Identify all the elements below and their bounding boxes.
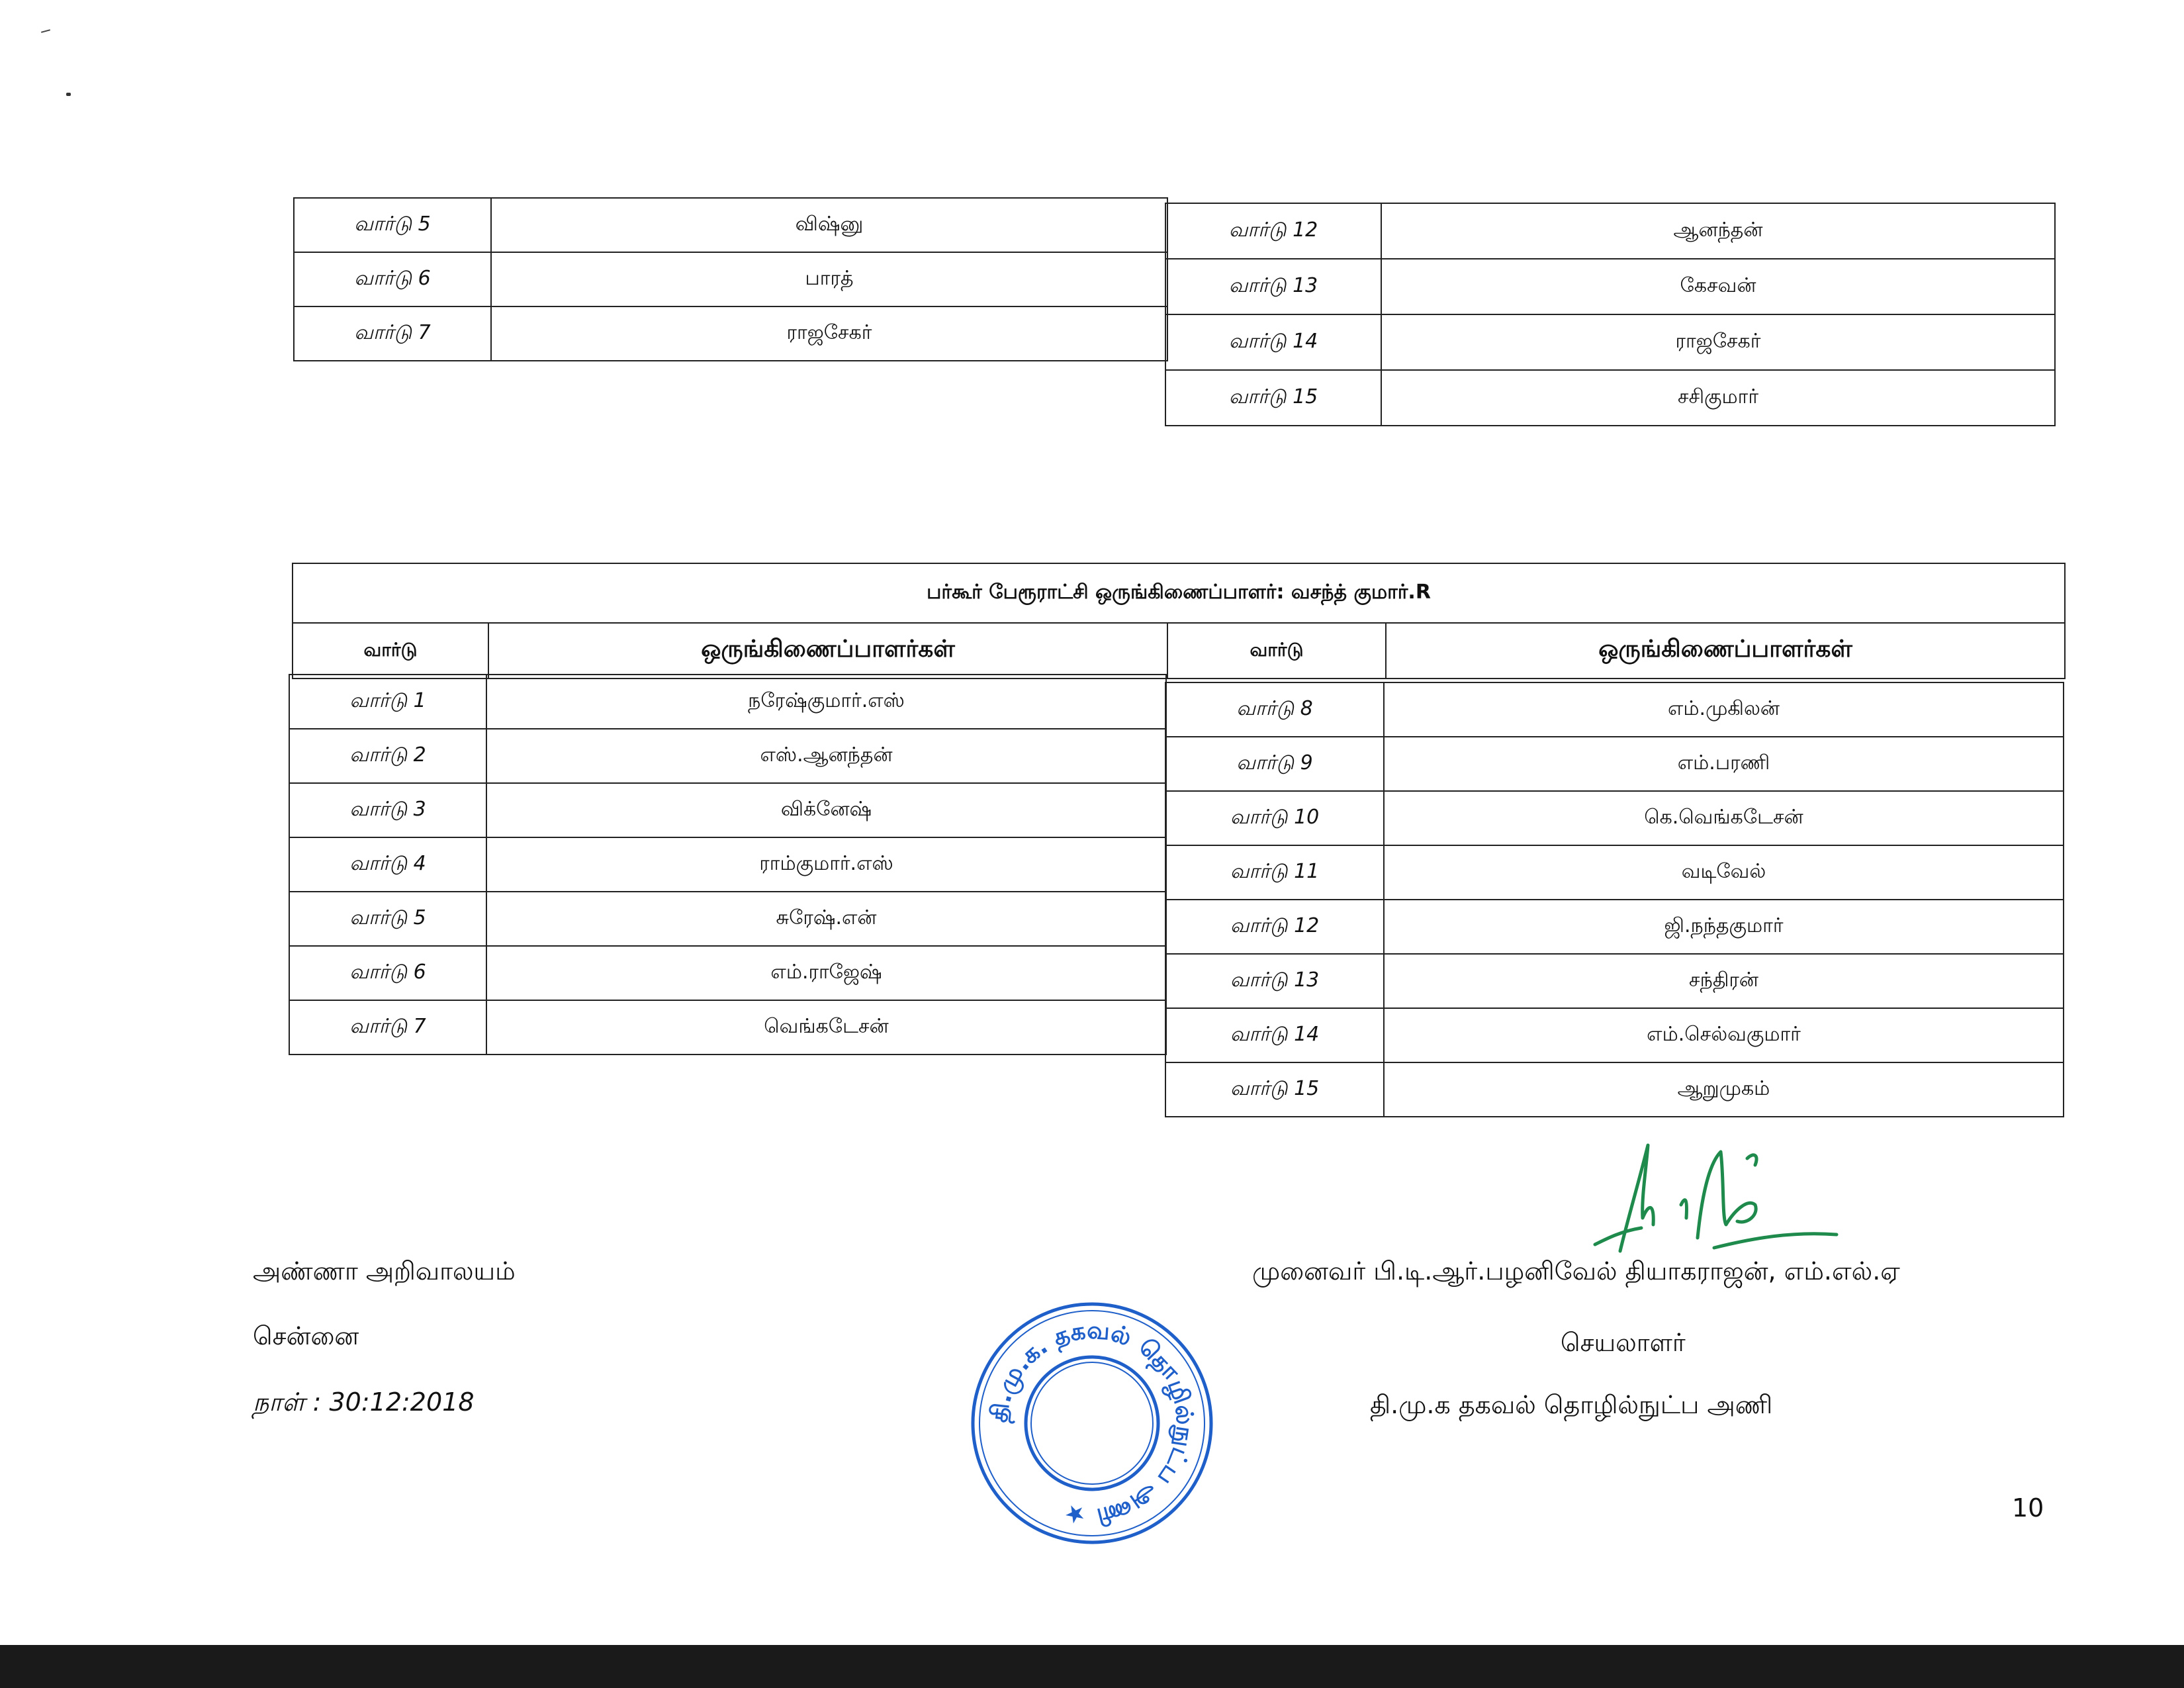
table-row [1165, 737, 2064, 791]
coordinator-cell: நரேஷ்குமார்.எஸ் [486, 675, 1166, 729]
table-row [1165, 259, 2055, 314]
coordinator-cell: எம்.பரணி [1384, 737, 2064, 791]
table-row [289, 946, 1166, 1000]
signatory-name: முனைவர் பி.டி.ஆர்.பழனிவேல் தியாகராஜன், எம்.எல்.ஏ [1252, 1256, 1900, 1286]
main-table-left [289, 674, 1167, 1055]
page-number: 10 [2012, 1493, 2044, 1523]
ward-cell: வார்டு 5 [294, 198, 491, 252]
header-ward: வார்டு [1167, 623, 1386, 679]
ward-cell: வார்டு 13 [1165, 259, 1381, 314]
ward-cell: வார்டு 3 [289, 783, 486, 837]
header-row [293, 623, 2065, 679]
ward-cell: வார்டு 5 [289, 892, 486, 946]
ward-cell: வார்டு 1 [289, 675, 486, 729]
ward-cell: வார்டு 14 [1165, 314, 1381, 370]
table-row [289, 783, 1166, 837]
city-label: சென்னை [253, 1321, 359, 1350]
table-row [289, 892, 1166, 946]
date-label: நாள் : 30:12:2018 [253, 1387, 475, 1417]
top-table-left [293, 197, 1168, 361]
signature-icon [1582, 1139, 1846, 1258]
main-table-header [292, 563, 2066, 679]
coordinator-cell: வெங்கடேசன் [486, 1000, 1166, 1055]
table-row [294, 252, 1167, 306]
ward-cell: வார்டு 7 [294, 306, 491, 361]
ward-cell: வார்டு 8 [1165, 682, 1384, 737]
ward-cell: வார்டு 12 [1165, 203, 1381, 259]
seal-text: தி.மு.க. தகவல் தொழில்நுட்ப அணி ★ [985, 1317, 1199, 1530]
ward-cell: வார்டு 10 [1165, 791, 1384, 845]
coordinator-cell: விக்னேஷ் [486, 783, 1166, 837]
table-title: பர்கூர் பேரூராட்சி ஒருங்கிணைப்பாளர்: வசந்த் குமார்.R [293, 563, 2065, 623]
coordinator-cell: சசிகுமார் [1381, 370, 2055, 426]
ward-cell: வார்டு 15 [1165, 370, 1381, 426]
coordinator-cell: ராம்குமார்.எஸ் [486, 837, 1166, 892]
coordinator-cell: எம்.செல்வகுமார் [1384, 1008, 2064, 1062]
ward-cell: வார்டு 13 [1165, 954, 1384, 1008]
table-row [294, 198, 1167, 252]
table-title-row [293, 563, 2065, 623]
coordinator-cell: வடிவேல் [1384, 845, 2064, 900]
header-ward: வார்டு [293, 623, 488, 679]
table-row [289, 837, 1166, 892]
coordinator-cell: கெ.வெங்கடேசன் [1384, 791, 2064, 845]
table-row [1165, 1062, 2064, 1117]
coordinator-cell: பாரத் [491, 252, 1167, 306]
header-coordinators: ஒருங்கிணைப்பாளர்கள் [488, 623, 1167, 679]
coordinator-cell: ராஜசேகர் [491, 306, 1167, 361]
svg-text:தி.மு.க. தகவல் தொழில்நுட்ப அணி [985, 1317, 1198, 1530]
table-row [1165, 682, 2064, 737]
ward-cell: வார்டு 4 [289, 837, 486, 892]
ward-cell: வார்டு 12 [1165, 900, 1384, 954]
table-row [289, 675, 1166, 729]
ward-cell: வார்டு 14 [1165, 1008, 1384, 1062]
table-row [289, 1000, 1166, 1055]
table-row [1165, 370, 2055, 426]
scan-mark [66, 93, 71, 96]
ward-cell: வார்டு 11 [1165, 845, 1384, 900]
coordinator-cell: விஷ்னு [491, 198, 1167, 252]
table-row [1165, 203, 2055, 259]
coordinator-cell: எஸ்.ஆனந்தன் [486, 729, 1166, 783]
table-row [1165, 791, 2064, 845]
coordinator-cell: ஆறுமுகம் [1384, 1062, 2064, 1117]
organization-label: தி.மு.க தகவல் தொழில்நுட்ப அணி [1370, 1390, 1773, 1419]
signatory-title: செயலாளர் [1561, 1328, 1686, 1357]
ward-cell: வார்டு 2 [289, 729, 486, 783]
table-row [1165, 900, 2064, 954]
coordinator-cell: சந்திரன் [1384, 954, 2064, 1008]
ward-cell: வார்டு 9 [1165, 737, 1384, 791]
table-row [1165, 1008, 2064, 1062]
top-table-right [1165, 203, 2056, 426]
table-row [1165, 954, 2064, 1008]
coordinator-cell: எம்.ராஜேஷ் [486, 946, 1166, 1000]
main-table-right [1165, 682, 2064, 1117]
table-row [289, 729, 1166, 783]
place-label: அண்ணா அறிவாலயம் [253, 1256, 516, 1286]
coordinator-cell: ஆனந்தன் [1381, 203, 2055, 259]
coordinator-cell: ஜி.நந்தகுமார் [1384, 900, 2064, 954]
ward-cell: வார்டு 15 [1165, 1062, 1384, 1117]
organization-seal-icon [966, 1297, 1218, 1549]
table-row [1165, 314, 2055, 370]
coordinator-cell: எம்.முகிலன் [1384, 682, 2064, 737]
table-row [1165, 845, 2064, 900]
coordinator-cell: சுரேஷ்.என் [486, 892, 1166, 946]
scan-mark [41, 29, 50, 33]
ward-cell: வார்டு 6 [294, 252, 491, 306]
table-row [294, 306, 1167, 361]
header-coordinators: ஒருங்கிணைப்பாளர்கள் [1386, 623, 2065, 679]
scan-edge [0, 1645, 2184, 1688]
coordinator-cell: கேசவன் [1381, 259, 2055, 314]
ward-cell: வார்டு 6 [289, 946, 486, 1000]
ward-cell: வார்டு 7 [289, 1000, 486, 1055]
coordinator-cell: ராஜசேகர் [1381, 314, 2055, 370]
